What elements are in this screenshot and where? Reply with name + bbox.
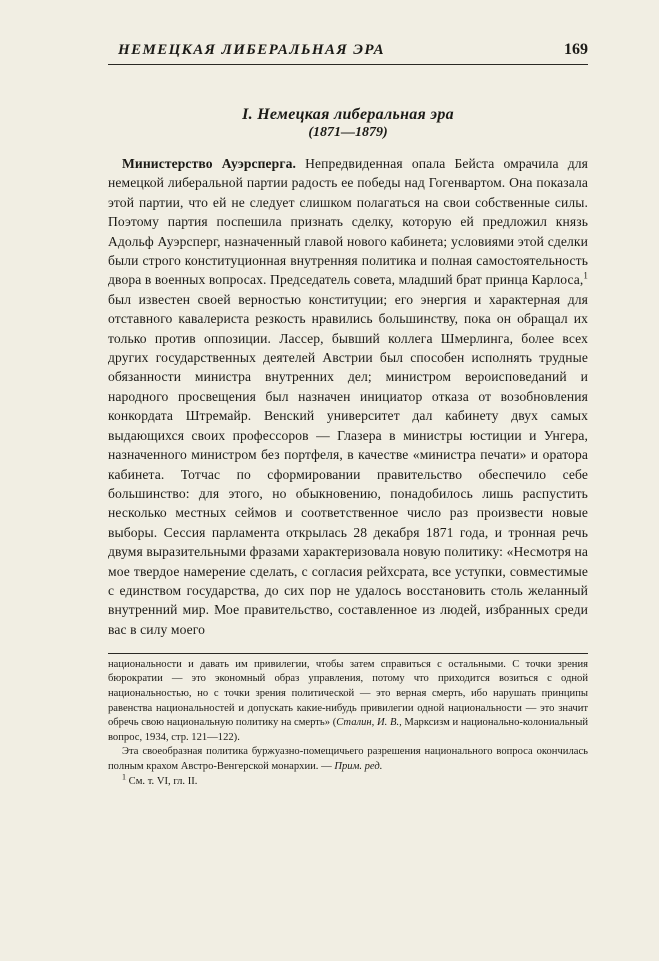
footnote-cont-part2: Марксизм и национально-колониальный вопрос, 1934, стр. 121—122). [108, 717, 588, 743]
footnote-ref: 1 [583, 270, 588, 281]
footnote-1-number: 1 [122, 771, 126, 781]
page-number: 169 [564, 41, 588, 58]
footnote-divider [108, 653, 588, 654]
run-in-heading: Министерство Ауэрсперга. [122, 156, 297, 171]
book-page [108, 38, 588, 789]
editor-note [108, 745, 588, 774]
chapter-years: (1871—1879) [308, 125, 388, 140]
footnote-1-text: См. т. VI, гл. II. [126, 775, 198, 787]
chapter-title: I. Немецкая либеральная эра [242, 106, 454, 123]
footnotes [108, 658, 588, 789]
footnote-cont-part1: национальности и давать им привилегии, чтобы затем справиться с остальными. С точки зрения бюрократии — это экономный образ управления, потому что приходится возиться с одной национальностью, но с точки зрения политической — это верная смерть, ибо нарушать принципы равенства национальностей и допускать какие-нибудь привилегии одной национальности — это значит обречь свою национальную политику на смерть» ( [108, 658, 588, 729]
body-text-part2: был известен своей верностью конституции; его энергия и характерная для отставного кавалериста резкость нравились большинству, пока он обращал их только против оппозиции. Лассер, бывший коллега Шмерлинга, более всех других государственных деятелей Австрии был способен исполнять трудные обязанности министра внутренних дел; министром вероисповеданий и народного просвещения был назначен инициатор отказа от возобновления конкордата Штремайр. Венский университет дал кабинету двух самых выдающихся своих профессоров — Глазера в министры юстиции и Унгера, назначенного министром без портфеля, в качестве «министра печати» и оратора кабинета. Тотчас по сформировании правительство обеспечило себе большинство: для этого, но обыкновению, понадобилось лишь распустить несколько местных сеймов и соответственное число раз произвести новые выборы. Сессия парламента открылась 28 декабря 1871 года, и тронная речь двумя выразительными фразами характеризовала новую политику: «Несмотря на мое твердое намерение сделать, с согласия рейхсрата, все уступки, совместимые с единством государства, до сих пор не удалось восстановить столь желанный внутренний мир. Мое правительство, составленное из людей, избранных среди вас в силу моего [108, 291, 588, 637]
editor-note-sign: Прим. ред. [334, 760, 383, 772]
editor-note-text: Эта своеобразная политика буржуазно-помещичьего разрешения национального вопроса окончилась полным крахом Австро-Венгерской монархии. — [108, 746, 588, 772]
footnote-source-author: Сталин, И. В., [336, 717, 402, 729]
chapter-heading [108, 105, 588, 142]
footnote-1 [108, 771, 588, 790]
running-title: НЕМЕЦКАЯ ЛИБЕРАЛЬНАЯ ЭРА [118, 42, 386, 58]
body-paragraph [108, 154, 588, 639]
running-head [108, 38, 588, 65]
body-text-part1: Непредвиденная опала Бейста омрачила для немецкой либеральной партии радость ее победы над Гогенвартом. Она показала этой партии, что ей не следует слишком полагаться на свои собственные силы. Поэтому партия поспешила признать сделку, которую ей предложил князь Адольф Ауэрсперг, назначенный главой нового кабинета; условиями этой сделки были строго конституционная внутренняя политика и полная самостоятельность двора в военных вопросах. Председатель совета, младший брат принца Карлоса, [108, 156, 589, 288]
footnote-continuation [108, 658, 588, 746]
